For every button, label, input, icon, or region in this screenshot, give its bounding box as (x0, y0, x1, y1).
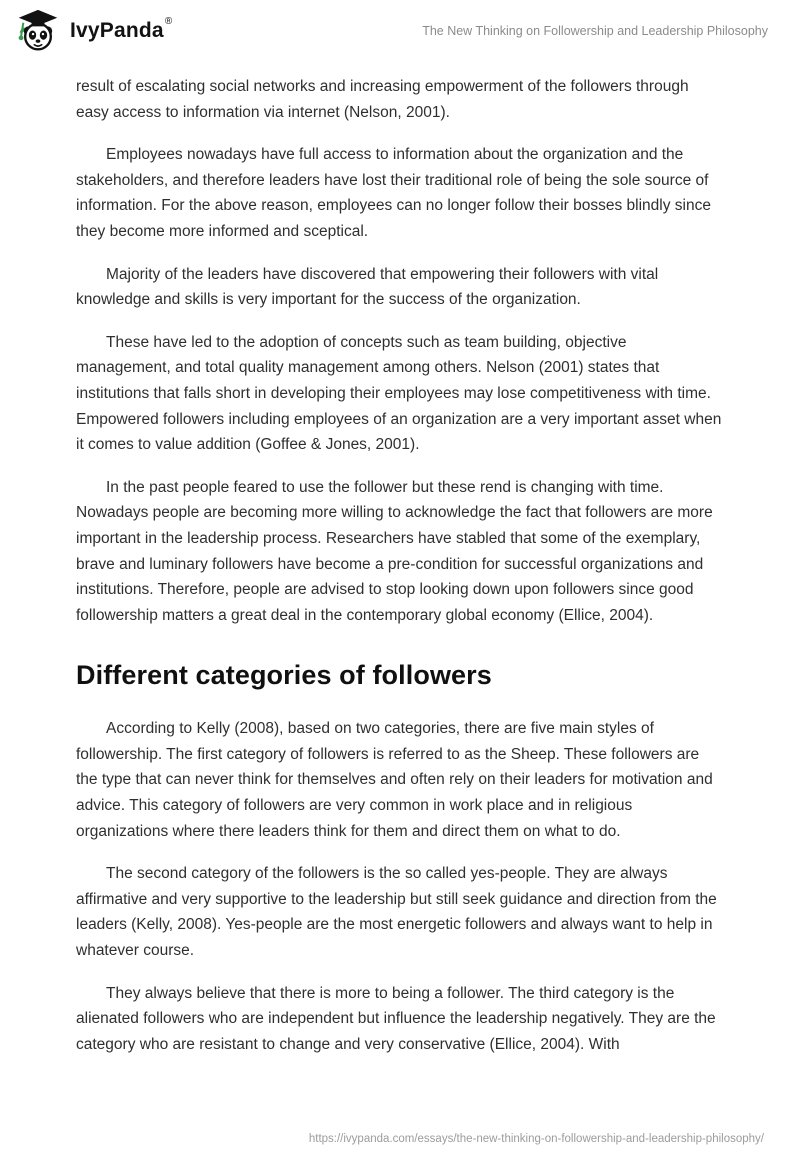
brand-link[interactable] (16, 9, 171, 53)
header (0, 0, 800, 62)
essay-paragraph: According to Kelly (2008), based on two categories, there are five main styles of followership. The first category of followers is referred to as the Sheep. These followers are the type that can never think for themselves and often rely on their leaders for motivation and advice. This category of followers are very common in work place and in religious organizations where there leaders think for them and direct them on what to do. (76, 720, 713, 840)
essay-content (0, 62, 800, 1057)
essay-paragraph: The second category of the followers is the so called yes-people. They are always affirmative and very supportive to the leadership but still seek guidance and direction from the leaders (Kelly, 2008). Yes-people are the most energetic followers and always want to help in whatever course. (76, 865, 717, 960)
ivypanda-logo-icon (16, 9, 60, 53)
essay-paragraph: Majority of the leaders have discovered that empowering their followers with vital knowledge and skills is very important for the success of the organization. (76, 265, 659, 309)
source-url: https://ivypanda.com/essays/the-new-thinking-on-followership-and-leadership-philosophy/ (308, 1133, 764, 1145)
essay-paragraph: result of escalating social networks and increasing empowerment of the followers through easy access to information via internet (Nelson, 2001). (76, 78, 689, 121)
essay-paragraph: In the past people feared to use the follower but these rend is changing with time. Nowadays people are becoming more willing to acknowledge the fact that followers are more important in the leadership process. Researchers have stabled that some of the exemplary, brave and luminary followers have become a pre-condition for successful organizations and institutions. Therefore, people are advised to stop looking down upon followers since good followership matters a great deal in the contemporary global economy (Ellice, 2004). (76, 478, 713, 624)
section-heading: Different categories of followers (76, 660, 492, 691)
brand-name: IvyPanda (70, 19, 164, 42)
registered-mark: ® (164, 15, 173, 27)
document-title: The New Thinking on Followership and Leadership Philosophy (422, 24, 768, 38)
essay-paragraph: They always believe that there is more to being a follower. The third category is the alienated followers who are independent but influence the leadership negatively. They are the category who are resistant to change and very conservative (Ellice, 2004). With (76, 984, 716, 1053)
essay-paragraph: These have led to the adoption of concepts such as team building, objective management, and total quality management among others. Nelson (2001) states that institutions that falls short in developing their employees may lose competitiveness with time. Empowered followers including employees of an organization are a very important asset when it comes to value addition (Goffee & Jones, 2001). (76, 333, 722, 454)
essay-paragraph: Employees nowadays have full access to information about the organization and the stakeholders, and therefore leaders have lost their traditional role of being the sole source of information. For the above reason, employees can no longer follow their bosses blindly since they become more informed and sceptical. (76, 146, 711, 240)
